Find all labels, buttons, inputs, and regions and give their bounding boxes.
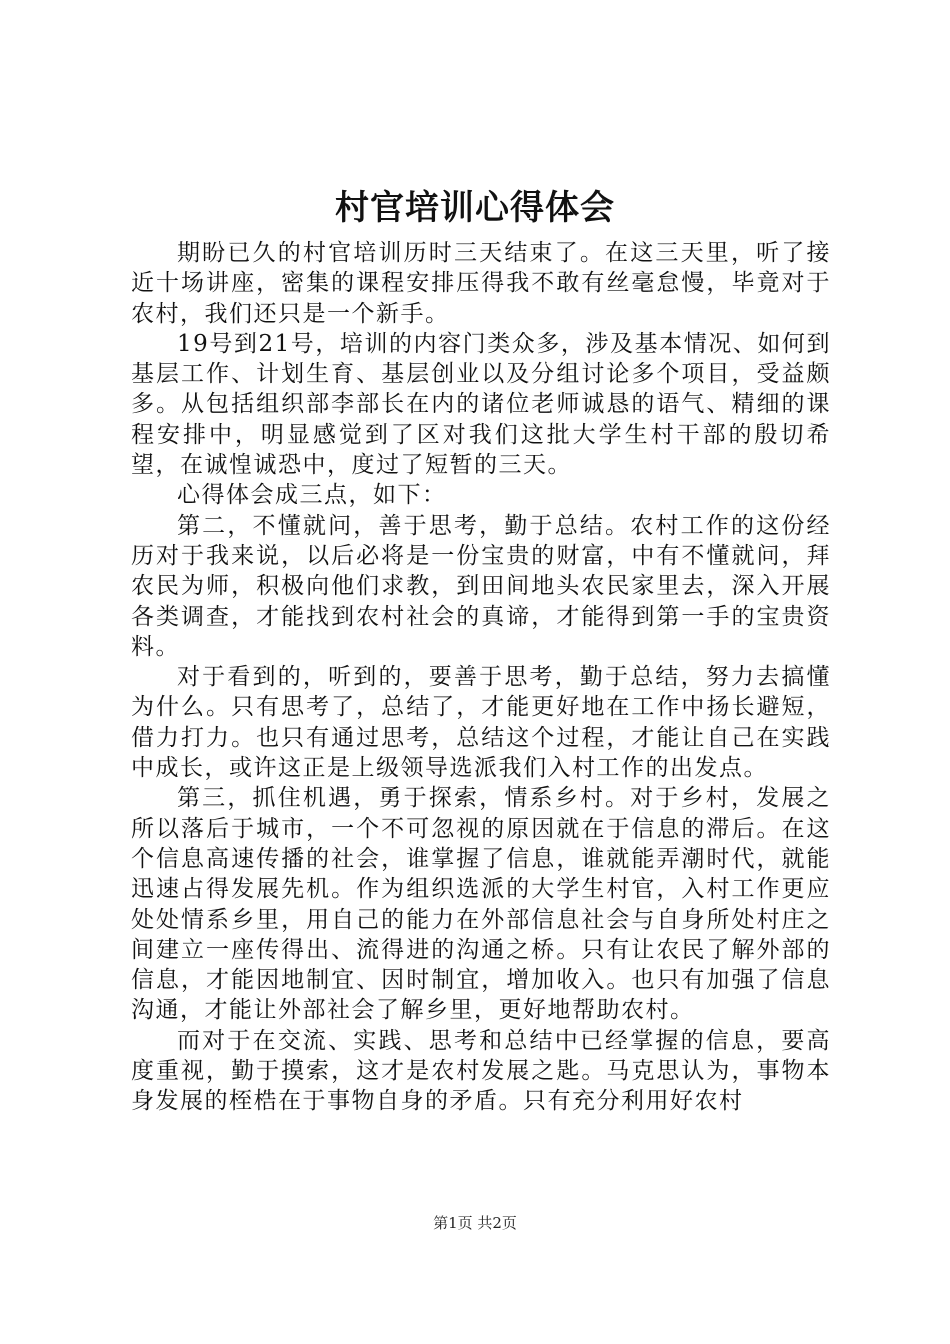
paragraph-1: 期盼已久的村官培训历时三天结束了。在这三天里，听了接近十场讲座，密集的课程安排压得我不敢有丝毫怠慢，毕竟对于农村，我们还只是一个新手。 [131,240,831,327]
paragraph-7: 而对于在交流、实践、思考和总结中已经掌握的信息，要高度重视，勤于摸索，这才是农村发展之匙。马克思认为，事物本身发展的桎梏在于事物自身的矛盾。只有充分利用好农村 [131,1027,831,1115]
document-title: 村官培训心得体会 [335,188,615,228]
paragraph-4: 第二，不懂就问，善于思考，勤于总结。农村工作的这份经历对于我来说，以后必将是一份宝贵的财富，中有不懂就问，拜农民为师，积极向他们求教，到田间地头农民家里去，深入开展各类调查，才能找到农村社会的真谛，才能得到第一手的宝贵资料。 [131,512,831,660]
paragraph-3: 心得体会成三点，如下： [177,482,447,509]
document-body [131,238,831,1117]
paragraph-6: 第三，抓住机遇，勇于探索，情系乡村。对于乡村，发展之所以落后于城市，一个不可忽视的原因就在于信息的滞后。在这个信息高速传播的社会，谁掌握了信息，谁就能弄潮时代，就能迅速占得发展先机。作为组织选派的大学生村官，入村工作更应处处情系乡里，用自己的能力在外部信息社会与自身所处村庄之间建立一座传得出、流得进的沟通之桥。只有让农民了解外部的信息，才能因地制宜、因时制宜，增加收入。也只有加强了信息沟通，才能让外部社会了解乡里，更好地帮助农村。 [131,785,831,1024]
paragraph-2: 19号到21号，培训的内容门类众多，涉及基本情况、如何到基层工作、计划生育、基层创业以及分组讨论多个项目，受益颇多。从包括组织部李部长在内的诸位老师诚恳的语气、精细的课程安排中，明显感觉到了区对我们这批大学生村干部的殷切希望，在诚惶诚恐中，度过了短暂的三天。 [131,330,831,479]
paragraph-5: 对于看到的，听到的，要善于思考，勤于总结，努力去搞懂为什么。只有思考了，总结了，才能更好地在工作中扬长避短，借力打力。也只有通过思考，总结这个过程，才能让自己在实践中成长，或许这正是上级领导选派我们入村工作的出发点。 [131,664,831,782]
page-footer: 第1页 共2页 [433,1214,517,1232]
